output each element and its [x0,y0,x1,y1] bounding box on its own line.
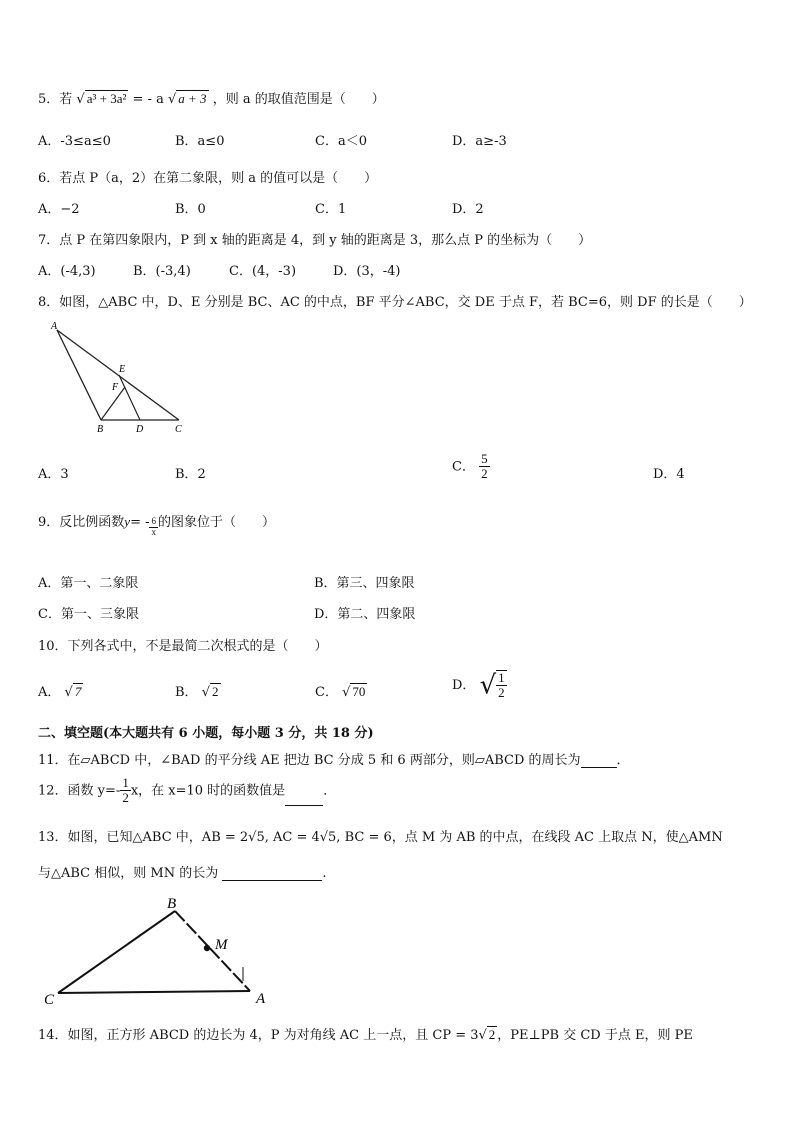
question-11: 11．在▱ABCD 中，∠BAD 的平分线 AE 把边 BC 分成 5 和 6 两部分，则▱ABCD 的周长为 ． [38,753,630,768]
q13-triangle-figure [40,893,280,1011]
question-8: 8．如图，△ABC 中，D、E 分别是 BC、AC 的中点，BF 平分∠ABC，交 DE 于点 F，若 BC=6，则 DF 的长是（ ） [38,295,752,310]
q13-label-m: M [215,937,228,953]
q5-option-c: C．a＜0 [315,134,367,149]
section-2-title: 二、填空题(本大题共有 6 小题，每小题 3 分，共 18 分) [38,726,374,741]
q13-answer-blank [222,880,322,881]
q8-label-b: B [97,424,104,435]
q7-option-a: A．(-4,3) [38,264,96,279]
q8-option-b: B．2 [175,467,206,482]
q12-answer-blank [285,805,323,806]
q6-option-b: B．0 [175,202,206,217]
q10-option-d [452,670,507,701]
question-5 [38,88,385,107]
q5-option-d: D．a≥-3 [452,134,507,149]
q9-func-var: y [124,514,131,529]
q8-segment-de [119,375,140,420]
q13-label-a: A [256,991,266,1007]
q10-option-b-value: 2 [212,684,219,699]
q10-option-d-denominator: 2 [498,685,505,701]
q10-option-d-numerator: 1 [498,670,505,685]
q10-option-c-label: C． [315,685,338,700]
q5-radical-2-body: a + 3 [178,91,207,106]
q10-option-d-label: D． [452,677,476,693]
q10-option-b [175,681,221,700]
question-13-line1: 13．如图，已知△ABC 中，AB = 2√5, AC = 4√5, BC = 6，点 M 为 AB 的中点，在线段 AC 上取点 N，使△AMN [38,830,723,845]
q12-fraction [120,776,131,806]
q8-triangle-figure [45,318,195,438]
q13-point-m [204,945,210,951]
q6-option-a: A．−2 [38,202,80,217]
question-12: 12．函数 y=- $\frac{1}{2}$ x，在 x=10 时的函数值是 ． [38,775,337,806]
q10-option-b-radical: √ 2 [201,684,219,700]
q9-prefix: 9．反比例函数 [38,515,125,530]
q5-option-a: A．-3≤a≤0 [38,134,111,149]
q5-radical-1-body: a³ + 3a² [86,91,127,106]
q12-frac-denominator: 2 [122,790,129,806]
q10-option-b-label: B． [175,685,198,700]
q12-prefix: 12．函数 y=- [38,783,121,799]
q8-side-ab [57,330,101,420]
q13-line2-text: 与△ABC 相似，则 MN 的长为 [38,866,219,881]
q6-option-d: D．2 [452,202,484,217]
q8-label-e: E [119,364,126,375]
q10-option-a-label: A． [38,685,61,700]
q8-label-c: C [175,424,182,435]
q12-frac-numerator: 1 [122,775,129,790]
q5-radical-2: √ a + 3 [167,91,207,107]
q14-radical-body: 2 [488,1027,496,1042]
q9-fraction [149,517,158,538]
q8-option-c-denominator: 2 [481,466,488,482]
q10-option-d-fraction [496,670,507,701]
q8-option-c [452,452,490,482]
q10-option-a-value: 7 [74,684,82,699]
q7-option-b: B．(-3,4) [133,264,191,279]
q9-suffix: 的图象位于（ ） [157,515,275,530]
q8-option-c-numerator: 5 [481,451,488,466]
q8-option-c-fraction [479,452,490,482]
q12-suffix: x，在 x=10 时的函数值是 [130,783,286,799]
q13-side-ba [175,911,250,991]
q11-text: 11．在▱ABCD 中，∠BAD 的平分线 AE 把边 BC 分成 5 和 6 两部分，则▱ABCD 的周长为 [38,753,581,768]
q8-label-a: A [51,321,58,332]
q7-option-d: D．(3，-4) [333,264,401,279]
q10-option-c [315,681,367,700]
q9-option-b: B．第三、四象限 [314,576,415,591]
q13-side-ca [58,991,250,993]
q8-option-a: A．3 [38,467,69,482]
question-13-line2: 与△ABC 相似，则 MN 的长为 . [38,866,327,881]
q9-frac-denominator: x [151,526,156,537]
q9-option-d: D．第二、四象限 [314,607,416,622]
q8-side-ac [57,330,179,420]
q10-option-a-radical: √ 7 [64,684,82,700]
q5-radical-1: √ a³ + 3a² [76,91,127,107]
q5-option-b: B．a≤0 [175,134,225,149]
q8-option-c-label: C． [452,459,475,475]
q8-option-d: D．4 [653,467,685,482]
q13-side-cb [58,911,175,993]
question-6: 6．若点 P（a，2）在第二象限，则 a 的值可以是（ ） [38,171,378,186]
q10-option-c-value: 70 [352,684,366,699]
q10-option-d-radical: √ $\frac{1}{2}$ [479,670,505,701]
q6-option-c: C．1 [315,202,347,217]
q9-option-c: C．第一、三象限 [38,607,139,622]
q9-frac-numerator: 6 [151,516,156,526]
q14-suffix: ，PE⊥PB 交 CD 于点 E，则 PE [497,1028,693,1043]
q14-prefix: 14．如图，正方形 ABCD 的边长为 4，P 为对角线 AC 上一点，且 CP = 3 [38,1028,479,1043]
q14-radical: √ 2 [478,1027,496,1043]
q9-option-a: A．第一、二象限 [38,576,139,591]
question-9 [38,511,275,538]
q5-equation: = - a [132,92,164,107]
q11-answer-blank [581,767,617,768]
q10-option-c-radical: √ 70 [342,684,366,700]
question-7: 7．点 P 在第四象限内，P 到 x 轴的距离是 4，到 y 轴的距离是 3，那么点 P 的坐标为（ ） [38,233,592,248]
question-10: 10．下列各式中，不是最简二次根式的是（ ） [38,639,328,654]
q8-label-f: F [112,382,119,393]
q10-option-a [38,681,83,700]
q5-suffix: ，则 a 的取值范围是（ ） [212,92,385,107]
q5-prefix: 5．若 [38,92,73,107]
q13-label-c: C [44,992,55,1008]
question-14 [38,1024,693,1043]
q9-func-eq: = - [130,515,150,530]
q7-option-c: C．(4，-3) [229,264,297,279]
q8-label-d: D [136,424,144,435]
q13-label-b: B [167,896,177,912]
